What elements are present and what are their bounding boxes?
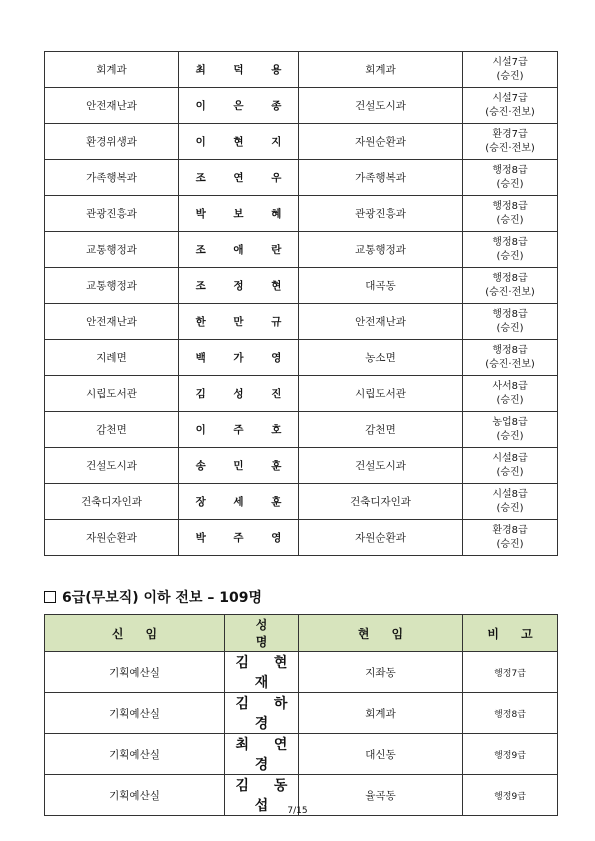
table-row <box>45 196 558 232</box>
current-post-cell: 대곡동 <box>299 268 463 304</box>
checkbox-square-icon <box>44 591 56 603</box>
table-row <box>45 693 558 734</box>
note-type: (승진) <box>496 538 524 550</box>
name-cell: 이 은 종 <box>179 88 299 124</box>
new-post-cell: 기획예산실 <box>45 734 225 775</box>
new-post-cell: 안전재난과 <box>45 304 179 340</box>
note-grade: 환경8급 <box>492 524 528 536</box>
name-cell: 박 주 영 <box>179 520 299 556</box>
note-grade: 행정8급 <box>492 236 528 248</box>
current-post-cell: 시립도서관 <box>299 376 463 412</box>
header-new-post: 신임 <box>45 615 225 652</box>
name-cell: 김 하 경 <box>225 693 299 734</box>
new-post-cell: 기획예산실 <box>45 775 225 816</box>
new-post-cell: 건축디자인과 <box>45 484 179 520</box>
note-type: (승진) <box>496 430 524 442</box>
new-post-cell: 자원순환과 <box>45 520 179 556</box>
note-cell <box>463 304 558 340</box>
name-cell: 조 애 란 <box>179 232 299 268</box>
table-row <box>45 88 558 124</box>
header-current-post: 현임 <box>299 615 463 652</box>
name-cell: 김 현 재 <box>225 652 299 693</box>
name-cell: 이 현 지 <box>179 124 299 160</box>
new-post-cell: 감천면 <box>45 412 179 448</box>
transfer-table <box>44 614 558 816</box>
current-post-cell: 건축디자인과 <box>299 484 463 520</box>
note-cell: 행정9급 <box>463 775 558 816</box>
new-post-cell: 교통행정과 <box>45 232 179 268</box>
current-post-cell: 건설도시과 <box>299 448 463 484</box>
note-cell <box>463 376 558 412</box>
new-post-cell: 시립도서관 <box>45 376 179 412</box>
note-grade: 환경7급 <box>492 128 528 140</box>
note-cell <box>463 88 558 124</box>
current-post-cell: 지좌동 <box>299 652 463 693</box>
new-post-cell: 교통행정과 <box>45 268 179 304</box>
current-post-cell: 교통행정과 <box>299 232 463 268</box>
name-cell: 장 세 훈 <box>179 484 299 520</box>
note-type: (승진) <box>496 502 524 514</box>
table-row <box>45 520 558 556</box>
note-grade: 행정8급 <box>492 164 528 176</box>
new-post-cell: 관광진흥과 <box>45 196 179 232</box>
note-cell <box>463 412 558 448</box>
name-cell: 최 덕 용 <box>179 52 299 88</box>
new-post-cell: 지례면 <box>45 340 179 376</box>
note-cell <box>463 196 558 232</box>
table-row <box>45 340 558 376</box>
name-cell: 한 만 규 <box>179 304 299 340</box>
current-post-cell: 자원순환과 <box>299 520 463 556</box>
table-row <box>45 412 558 448</box>
note-type: (승진) <box>496 466 524 478</box>
note-cell <box>463 484 558 520</box>
note-cell <box>463 268 558 304</box>
note-type: (승진) <box>496 178 524 190</box>
table-row <box>45 652 558 693</box>
table-row <box>45 124 558 160</box>
note-grade: 시설8급 <box>492 452 528 464</box>
note-cell: 행정8급 <box>463 693 558 734</box>
note-cell <box>463 52 558 88</box>
header-name: 성명 <box>225 615 299 652</box>
table-row <box>45 734 558 775</box>
new-post-cell: 안전재난과 <box>45 88 179 124</box>
new-post-cell: 회계과 <box>45 52 179 88</box>
table-row <box>45 268 558 304</box>
note-grade: 사서8급 <box>492 380 528 392</box>
header-note: 비고 <box>463 615 558 652</box>
page-number: 7/15 <box>287 806 308 816</box>
note-grade: 시설7급 <box>492 92 528 104</box>
current-post-cell: 관광진흥과 <box>299 196 463 232</box>
note-grade: 농업8급 <box>492 416 528 428</box>
current-post-cell: 자원순환과 <box>299 124 463 160</box>
new-post-cell: 기획예산실 <box>45 652 225 693</box>
note-cell <box>463 448 558 484</box>
table-row <box>45 52 558 88</box>
note-type: (승진·전보) <box>485 106 535 118</box>
new-post-cell: 환경위생과 <box>45 124 179 160</box>
current-post-cell: 회계과 <box>299 693 463 734</box>
current-post-cell: 농소면 <box>299 340 463 376</box>
table-row <box>45 448 558 484</box>
note-cell: 행정9급 <box>463 734 558 775</box>
section-heading <box>44 587 262 607</box>
table-row <box>45 376 558 412</box>
current-post-cell: 감천면 <box>299 412 463 448</box>
note-type: (승진) <box>496 214 524 226</box>
new-post-cell: 기획예산실 <box>45 693 225 734</box>
section-title: 6급(무보직) 이하 전보 – 109명 <box>62 590 262 606</box>
note-grade: 시설8급 <box>492 488 528 500</box>
header-row <box>45 615 558 652</box>
note-type: (승진) <box>496 250 524 262</box>
note-grade: 행정8급 <box>492 344 528 356</box>
note-grade: 시설7급 <box>492 56 528 68</box>
note-type: (승진·전보) <box>485 286 535 298</box>
name-cell: 송 민 훈 <box>179 448 299 484</box>
name-cell: 조 정 현 <box>179 268 299 304</box>
note-type: (승진·전보) <box>485 358 535 370</box>
note-type: (승진) <box>496 70 524 82</box>
current-post-cell: 가족행복과 <box>299 160 463 196</box>
current-post-cell: 율곡동 <box>299 775 463 816</box>
appointments-table-continued <box>44 51 558 556</box>
note-cell <box>463 232 558 268</box>
note-type: (승진) <box>496 394 524 406</box>
new-post-cell: 가족행복과 <box>45 160 179 196</box>
note-cell <box>463 340 558 376</box>
name-cell: 이 주 호 <box>179 412 299 448</box>
table-row <box>45 484 558 520</box>
name-cell: 백 가 영 <box>179 340 299 376</box>
current-post-cell: 건설도시과 <box>299 88 463 124</box>
note-type: (승진·전보) <box>485 142 535 154</box>
note-cell <box>463 520 558 556</box>
note-cell <box>463 124 558 160</box>
note-grade: 행정8급 <box>492 200 528 212</box>
table-row <box>45 160 558 196</box>
name-cell: 박 보 혜 <box>179 196 299 232</box>
note-type: (승진) <box>496 322 524 334</box>
name-cell: 최 연 경 <box>225 734 299 775</box>
current-post-cell: 대신동 <box>299 734 463 775</box>
current-post-cell: 안전재난과 <box>299 304 463 340</box>
note-cell: 행정7급 <box>463 652 558 693</box>
name-cell: 조 연 우 <box>179 160 299 196</box>
current-post-cell: 회계과 <box>299 52 463 88</box>
table-row <box>45 232 558 268</box>
note-grade: 행정8급 <box>492 308 528 320</box>
name-cell: 김 성 진 <box>179 376 299 412</box>
note-grade: 행정8급 <box>492 272 528 284</box>
name-cell: 김 동 섭 <box>225 775 299 816</box>
new-post-cell: 건설도시과 <box>45 448 179 484</box>
note-cell <box>463 160 558 196</box>
table-row <box>45 304 558 340</box>
